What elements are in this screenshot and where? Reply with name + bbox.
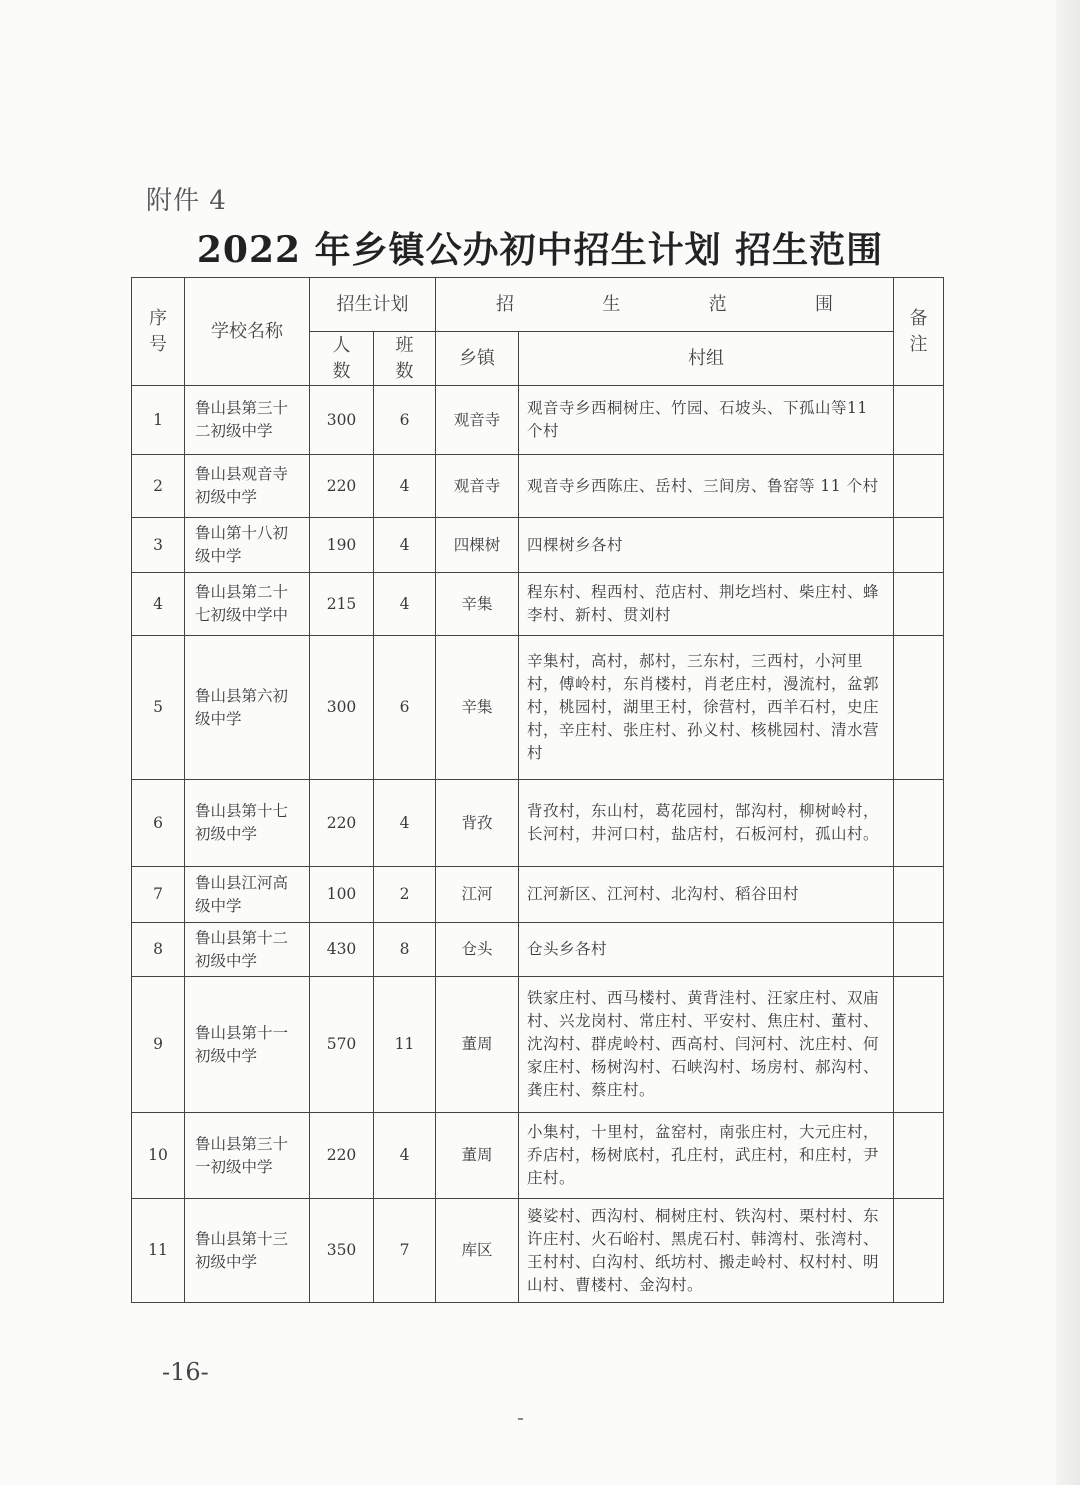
cell-town: 观音寺 <box>436 455 519 518</box>
cell-school: 鲁山县第三十一初级中学 <box>185 1113 310 1199</box>
cell-people: 300 <box>310 636 374 780</box>
cell-seq: 4 <box>132 573 185 636</box>
cell-classes: 6 <box>374 636 436 780</box>
header-plan: 招生计划 <box>310 278 436 332</box>
cell-villages: 江河新区、江河村、北沟村、稻谷田村 <box>519 867 894 923</box>
cell-classes: 2 <box>374 867 436 923</box>
header-scope <box>436 278 894 332</box>
cell-remarks <box>894 1113 944 1199</box>
cell-villages: 仓头乡各村 <box>519 923 894 977</box>
cell-seq: 7 <box>132 867 185 923</box>
cell-town: 仓头 <box>436 923 519 977</box>
page-edge-shadow <box>1056 0 1080 1485</box>
cell-villages: 四棵树乡各村 <box>519 518 894 573</box>
cell-people: 190 <box>310 518 374 573</box>
cell-seq: 10 <box>132 1113 185 1199</box>
cell-classes: 6 <box>374 386 436 455</box>
cell-classes: 4 <box>374 1113 436 1199</box>
cell-town: 辛集 <box>436 573 519 636</box>
document-title: 2022 年乡镇公办初中招生计划 招生范围 <box>196 229 884 271</box>
header-remarks: 备注 <box>894 278 944 386</box>
cell-classes: 4 <box>374 573 436 636</box>
cell-town: 董周 <box>436 1113 519 1199</box>
cell-people: 100 <box>310 867 374 923</box>
table-row <box>132 923 944 977</box>
header-classes: 班数 <box>374 332 436 386</box>
table-row <box>132 386 944 455</box>
cell-classes: 4 <box>374 780 436 867</box>
cell-remarks <box>894 518 944 573</box>
cell-villages: 小集村，十里村，盆窑村，南张庄村，大元庄村，乔店村，杨树底村，孔庄村，武庄村，和庄村，尹庄村。 <box>519 1113 894 1199</box>
cell-classes: 4 <box>374 455 436 518</box>
cell-classes: 4 <box>374 518 436 573</box>
cell-remarks <box>894 636 944 780</box>
cell-remarks <box>894 977 944 1113</box>
cell-classes: 11 <box>374 977 436 1113</box>
cell-villages: 铁家庄村、西马楼村、黄背洼村、汪家庄村、双庙村、兴龙岗村、常庄村、平安村、焦庄村、董村、沈沟村、群虎岭村、西高村、闫河村、沈庄村、何家庄村、杨树沟村、石峡沟村、场房村、郝沟村、龚庄村、蔡庄村。 <box>519 977 894 1113</box>
cell-seq: 1 <box>132 386 185 455</box>
cell-town: 观音寺 <box>436 386 519 455</box>
header-people: 人数 <box>310 332 374 386</box>
cell-remarks <box>894 573 944 636</box>
table-row <box>132 518 944 573</box>
cell-classes: 7 <box>374 1199 436 1303</box>
cell-villages: 辛集村，高村，郝村，三东村，三西村，小河里村，傅岭村，东肖楼村，肖老庄村，漫流村，盆郭村，桃园村，湖里王村，徐营村，西羊石村，史庄村，辛庄村、张庄村、孙义村、核桃园村、清水营村 <box>519 636 894 780</box>
table-header-row-1 <box>132 278 944 332</box>
cell-seq: 3 <box>132 518 185 573</box>
table-row <box>132 1113 944 1199</box>
cell-seq: 11 <box>132 1199 185 1303</box>
cell-people: 220 <box>310 780 374 867</box>
cell-classes: 8 <box>374 923 436 977</box>
cell-school: 鲁山县第十三初级中学 <box>185 1199 310 1303</box>
header-town: 乡镇 <box>436 332 519 386</box>
enrollment-table <box>131 277 944 1303</box>
header-villages: 村组 <box>519 332 894 386</box>
cell-seq: 9 <box>132 977 185 1113</box>
header-scope-spread: 招 生 范 围 <box>496 294 833 315</box>
cell-people: 215 <box>310 573 374 636</box>
cell-school: 鲁山县江河高级中学 <box>185 867 310 923</box>
table-row <box>132 636 944 780</box>
cell-school: 鲁山县观音寺初级中学 <box>185 455 310 518</box>
cell-seq: 5 <box>132 636 185 780</box>
cell-remarks <box>894 455 944 518</box>
cell-town: 江河 <box>436 867 519 923</box>
cell-villages: 程东村、程西村、范店村、荆圪垱村、柴庄村、蜂李村、新村、贯刘村 <box>519 573 894 636</box>
cell-people: 220 <box>310 455 374 518</box>
cell-seq: 8 <box>132 923 185 977</box>
cell-villages: 观音寺乡西桐树庄、竹园、石坡头、下孤山等11 个村 <box>519 386 894 455</box>
cell-people: 350 <box>310 1199 374 1303</box>
header-seq: 序号 <box>132 278 185 386</box>
cell-school: 鲁山县第十二初级中学 <box>185 923 310 977</box>
cell-seq: 6 <box>132 780 185 867</box>
scan-mark <box>518 1418 523 1420</box>
cell-town: 背孜 <box>436 780 519 867</box>
cell-remarks <box>894 867 944 923</box>
cell-school: 鲁山县第三十二初级中学 <box>185 386 310 455</box>
cell-remarks <box>894 780 944 867</box>
table-row <box>132 867 944 923</box>
table-row <box>132 455 944 518</box>
cell-school: 鲁山县第十一初级中学 <box>185 977 310 1113</box>
cell-villages: 观音寺乡西陈庄、岳村、三间房、鲁窑等 11 个村 <box>519 455 894 518</box>
cell-school: 鲁山县第二十七初级中学中 <box>185 573 310 636</box>
cell-people: 220 <box>310 1113 374 1199</box>
cell-town: 四棵树 <box>436 518 519 573</box>
cell-remarks <box>894 1199 944 1303</box>
table-row <box>132 977 944 1113</box>
cell-school: 鲁山县第十七初级中学 <box>185 780 310 867</box>
cell-town: 库区 <box>436 1199 519 1303</box>
cell-people: 300 <box>310 386 374 455</box>
cell-remarks <box>894 923 944 977</box>
header-school: 学校名称 <box>185 278 310 386</box>
cell-town: 董周 <box>436 977 519 1113</box>
cell-town: 辛集 <box>436 636 519 780</box>
cell-school: 鲁山第十八初级中学 <box>185 518 310 573</box>
table-row <box>132 780 944 867</box>
attachment-label: 附件 4 <box>146 186 227 216</box>
cell-school: 鲁山县第六初级中学 <box>185 636 310 780</box>
cell-remarks <box>894 386 944 455</box>
cell-people: 570 <box>310 977 374 1113</box>
cell-seq: 2 <box>132 455 185 518</box>
cell-people: 430 <box>310 923 374 977</box>
page-number: -16- <box>162 1358 209 1386</box>
table-row <box>132 1199 944 1303</box>
cell-villages: 婆娑村、西沟村、桐树庄村、铁沟村、栗村村、东许庄村、火石峪村、黑虎石村、韩湾村、张湾村、王村村、白沟村、纸坊村、搬走岭村、权村村、明山村、曹楼村、金沟村。 <box>519 1199 894 1303</box>
cell-villages: 背孜村，东山村，葛花园村，郜沟村，柳树岭村，长河村，井河口村，盐店村，石板河村，孤山村。 <box>519 780 894 867</box>
table-row <box>132 573 944 636</box>
